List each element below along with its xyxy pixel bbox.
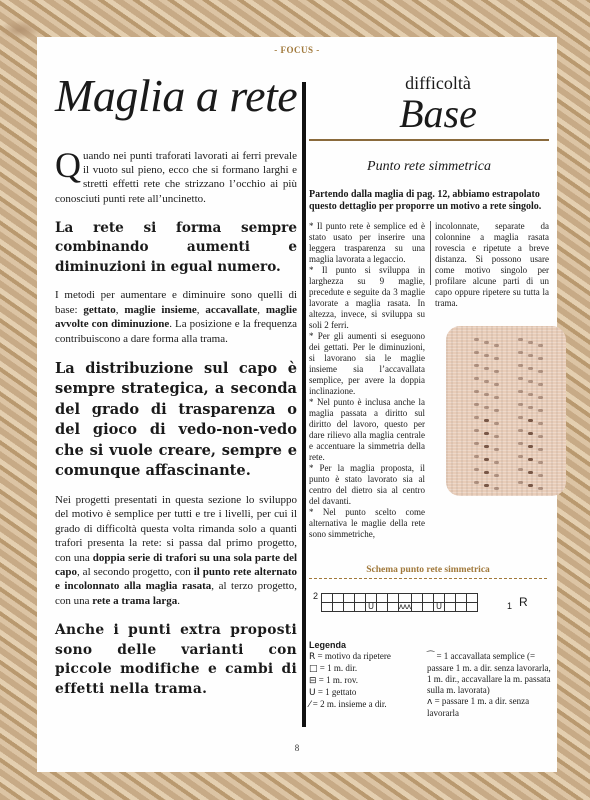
swatch-eyelet: [528, 341, 533, 344]
legend-heading: Legenda: [309, 640, 347, 650]
swatch-eyelet: [518, 416, 523, 419]
chart-title: Schema punto rete simmetrica: [366, 565, 490, 575]
magazine-page: [37, 37, 557, 772]
instructions-col-2: [435, 221, 549, 309]
instruction-item: * Per la maglia proposta, il punto è stato lavorato sia al centro del dietro sia al centro del davanti.: [309, 463, 425, 506]
legend-item: [427, 696, 551, 719]
vertical-divider: [302, 82, 306, 727]
legend-symbol: ⁄: [309, 700, 311, 710]
swatch-eyelet: [474, 338, 479, 341]
row-label-1: 1: [507, 601, 513, 611]
legend-text: = 1 gettato: [317, 687, 357, 697]
chart-cell: [423, 594, 434, 603]
swatch-eyelet: [474, 468, 479, 471]
legend-item: [427, 651, 551, 696]
chart-cell: [355, 594, 366, 603]
swatch-eyelet: [528, 367, 533, 370]
swatch-eyelet: [518, 377, 523, 380]
text-run: ,: [196, 303, 206, 316]
swatch-eyelet: [494, 461, 499, 464]
swatch-eyelet: [494, 357, 499, 360]
swatch-eyelet: [528, 380, 533, 383]
swatch-eyelet: [494, 383, 499, 386]
swatch-eyelet: [528, 393, 533, 396]
swatch-eyelet: [528, 445, 533, 448]
swatch-eyelet: [494, 435, 499, 438]
swatch-eyelet: [484, 419, 489, 422]
chart-cell: [445, 594, 456, 603]
intro-text: uando nei punti traforati lavorati ai ferri prevale il vuoto sul pieno, ecco che si formano larghi e stretti effetti rete che strizzano l’occhio ai più conosciuti punti rete all’uncinetto.: [55, 150, 297, 205]
swatch-eyelet: [518, 455, 523, 458]
legend-item: [309, 663, 421, 675]
swatch-eyelet: [494, 409, 499, 412]
instruction-item: * Nel punto è inclusa anche la maglia passata a diritto sul diritto del lavoro, questo per dare rilievo alla maglia centrale e accentuare la simmetria della rete.: [309, 397, 425, 462]
chart-table: [321, 593, 478, 612]
page-title: Maglia a rete: [55, 70, 298, 121]
difficulty-level: Base: [399, 91, 477, 136]
swatch-eyelet: [474, 364, 479, 367]
swatch-eyelet: [494, 448, 499, 451]
instruction-item: * Nel punto scelto come alternativa le maglie della rete sono simmetriche,: [309, 507, 425, 539]
swatch-eyelet: [484, 380, 489, 383]
swatch-eyelet: [538, 487, 543, 490]
chart-cell: [355, 603, 366, 612]
page-number: 8: [294, 743, 300, 753]
projects-paragraph: [55, 493, 297, 608]
swatch-eyelet: [494, 487, 499, 490]
callout-1: La rete si forma sempre combinando aumenti e diminuzioni in egual numero.: [55, 219, 297, 275]
instructions-columns: [309, 221, 549, 541]
legend-text: = 1 m. dir.: [319, 663, 358, 673]
instruction-item: * Il punto si sviluppa in larghezza su 9 maglie, precedute e seguite da 3 maglie lavorate a maglia rasata. In altezza, invece, si sviluppa su soli 2 ferri.: [309, 265, 425, 330]
swatch-eyelet: [538, 422, 543, 425]
chart-cell: [467, 603, 478, 612]
bold-run: doppia serie di trafori su una sola parte del capo: [55, 551, 298, 578]
text-run: ,: [115, 303, 125, 316]
swatch-eyelet: [474, 416, 479, 419]
chart-cell: [322, 603, 333, 612]
swatch-eyelet: [494, 344, 499, 347]
swatch-eyelet: [474, 377, 479, 380]
chart-cell: [445, 603, 456, 612]
swatch-eyelet: [538, 461, 543, 464]
swatch-eyelet: [484, 341, 489, 344]
chart-cell: U: [434, 603, 445, 612]
legend-text: = 1 m. rov.: [318, 675, 359, 685]
legend-item: [309, 699, 421, 711]
column-divider: [430, 221, 431, 285]
swatch-eyelet: [518, 364, 523, 367]
instruction-continuation: incolonnate, separate da colonnine a maglia rasata rovescia e ripetute a breve distanza. Si possono usare come motivo singolo per profilare alcune parti di un capo oppure ripetere su tutta la trama.: [435, 221, 549, 308]
text-run: I metodi per aumentare e diminuire sono quelli di base:: [55, 289, 297, 316]
swatch-eyelet: [518, 429, 523, 432]
chart-cell: [333, 603, 344, 612]
chart-cell: [456, 594, 467, 603]
swatch-eyelet: [528, 406, 533, 409]
instruction-item: * Per gli aumenti si eseguono dei gettati. Per le diminuzioni, si lavorano sia le maglie insieme sia l’accavallata semplice, per avere la doppia inclinazione.: [309, 331, 425, 396]
swatch-eyelet: [518, 481, 523, 484]
swatch-eyelet: [494, 396, 499, 399]
swatch-eyelet: [538, 370, 543, 373]
instructions-col-1: [309, 221, 425, 540]
text-run: Nei progetti presentati in questa sezione lo sviluppo del motivo è semplice per tutti e tre i livelli, per cui il grado di difficoltà questa volta rimanda solo a quanti trafori presenta la rete: si passa dal primo progetto, con una: [55, 493, 297, 564]
bold-run: maglie insieme: [124, 303, 197, 316]
swatch-eyelet: [538, 357, 543, 360]
swatch-eyelet: [494, 370, 499, 373]
stitch-chart: [309, 565, 547, 613]
legend-left: [309, 640, 421, 711]
legend-symbol: R: [309, 652, 316, 662]
swatch-eyelet: [528, 432, 533, 435]
text-run: , al terzo progetto, con una: [55, 580, 297, 607]
legend-symbol: U: [309, 688, 316, 698]
chart-cell: [456, 603, 467, 612]
instruction-item: * Il punto rete è semplice ed è stato usato per inserire una leggera trasparenza su una maglia lavorata a legaccio.: [309, 221, 425, 264]
legend-right: [427, 640, 551, 719]
swatch-eyelet: [494, 474, 499, 477]
legend-item: [309, 675, 421, 687]
bold-run: gettato: [83, 303, 116, 316]
right-column: [309, 73, 549, 541]
swatch-eyelet: [474, 390, 479, 393]
bold-run: rete a trama larga: [92, 594, 178, 607]
swatch-eyelet: [474, 481, 479, 484]
swatch-eyelet: [474, 442, 479, 445]
stitch-subtitle: Punto rete simmetrica: [367, 159, 491, 174]
swatch-eyelet: [484, 354, 489, 357]
chart-cell: [412, 603, 423, 612]
methods-paragraph: [55, 288, 297, 346]
section-header: - FOCUS -: [274, 45, 320, 55]
horizontal-divider: [309, 139, 549, 141]
chart-row-1: [322, 603, 478, 612]
swatch-eyelet: [474, 429, 479, 432]
legend-text: = 2 m. insieme a dir.: [312, 699, 387, 709]
legend-symbol: ʌ: [427, 697, 433, 707]
chart-cell: [467, 594, 478, 603]
text-run: , al secondo progetto, con: [77, 565, 194, 578]
legend-text: = motivo da ripetere: [317, 651, 391, 661]
swatch-eyelet: [474, 455, 479, 458]
chart-cell: [377, 603, 388, 612]
bold-run: accavallate: [205, 303, 258, 316]
swatch-eyelet: [528, 471, 533, 474]
swatch-eyelet: [484, 458, 489, 461]
chart-cell: [344, 594, 355, 603]
swatch-eyelet: [528, 419, 533, 422]
legend-spacer: [427, 640, 551, 651]
swatch-eyelet: [538, 344, 543, 347]
legend-symbol: ⁀: [427, 652, 435, 662]
swatch-eyelet: [518, 468, 523, 471]
swatch-eyelet: [474, 403, 479, 406]
difficulty-label: difficoltà: [405, 73, 471, 93]
swatch-eyelet: [518, 403, 523, 406]
legend-item: [309, 687, 421, 699]
swatch-eyelet: [538, 474, 543, 477]
callout-3: Anche i punti extra proposti sono delle varianti con piccole modifiche e cambi di effetti nella trama.: [55, 622, 297, 697]
swatch-eyelet: [538, 383, 543, 386]
bold-run: maglie avvolte con diminuzione: [55, 303, 297, 331]
swatch-eyelet: [538, 448, 543, 451]
intro-paragraph: [55, 145, 297, 206]
swatch-eyelet: [484, 484, 489, 487]
chart-grid: [309, 593, 547, 613]
chart-cell: U: [366, 603, 377, 612]
text-run: . La posizione e la frequenza contribuiscono a dare forma alla trama.: [55, 318, 298, 345]
drop-cap: Q: [55, 145, 81, 185]
knit-swatch-photo: [446, 326, 566, 496]
legend-item: [309, 651, 421, 663]
swatch-eyelet: [528, 458, 533, 461]
legend-text: = 1 accavallata semplice (= passare 1 m. a dir. senza lavorarla, 1 m. dir., accavallare la m. passata sulla m. lavorata): [427, 651, 551, 695]
chart-cell: [412, 594, 423, 603]
swatch-eyelet: [474, 351, 479, 354]
legend-symbol: ⊟: [309, 676, 317, 686]
swatch-eyelet: [518, 351, 523, 354]
row-label-2: 2: [313, 591, 319, 601]
legend-text: = passare 1 m. a dir. senza lavorarla: [427, 696, 530, 718]
swatch-eyelet: [538, 435, 543, 438]
chart-cell: [344, 603, 355, 612]
swatch-eyelet: [518, 338, 523, 341]
swatch-eyelet: [484, 445, 489, 448]
swatch-eyelet: [484, 471, 489, 474]
text-run: ,: [257, 303, 266, 316]
swatch-eyelet: [484, 367, 489, 370]
chart-cell: [388, 594, 399, 603]
swatch-eyelet: [528, 354, 533, 357]
lead-paragraph: Partendo dalla maglia di pag. 12, abbiamo estrapolato questo dettaglio per proporre un motivo a rete singolo.: [309, 189, 542, 212]
chart-cell: [423, 603, 434, 612]
swatch-eyelet: [538, 409, 543, 412]
swatch-eyelet: [518, 390, 523, 393]
callout-2: La distribuzione sul capo è sempre strategica, a seconda del grado di trasparenza o del gioco di vedo-non-vedo che si vuole creare, sempre e comunque affascinante.: [55, 359, 297, 480]
swatch-eyelet: [484, 432, 489, 435]
swatch-eyelet: [484, 406, 489, 409]
swatch-eyelet: [484, 393, 489, 396]
chart-cell: [333, 594, 344, 603]
chart-cell: [322, 594, 333, 603]
swatch-eyelet: [518, 442, 523, 445]
chart-cell: ʌʌʌ: [399, 602, 411, 611]
left-column: [55, 65, 297, 699]
swatch-eyelet: [538, 396, 543, 399]
swatch-eyelet: [494, 422, 499, 425]
repeat-marker: R: [519, 595, 528, 609]
swatch-eyelet: [528, 484, 533, 487]
text-run: .: [177, 594, 181, 607]
chart-title-rule: [309, 578, 547, 579]
legend-symbol: □: [309, 664, 318, 674]
bold-run: il punto rete alternato e incolonnato alla maglia rasata: [55, 565, 297, 593]
chart-cell: [377, 594, 388, 603]
chart-cell: [388, 603, 399, 612]
